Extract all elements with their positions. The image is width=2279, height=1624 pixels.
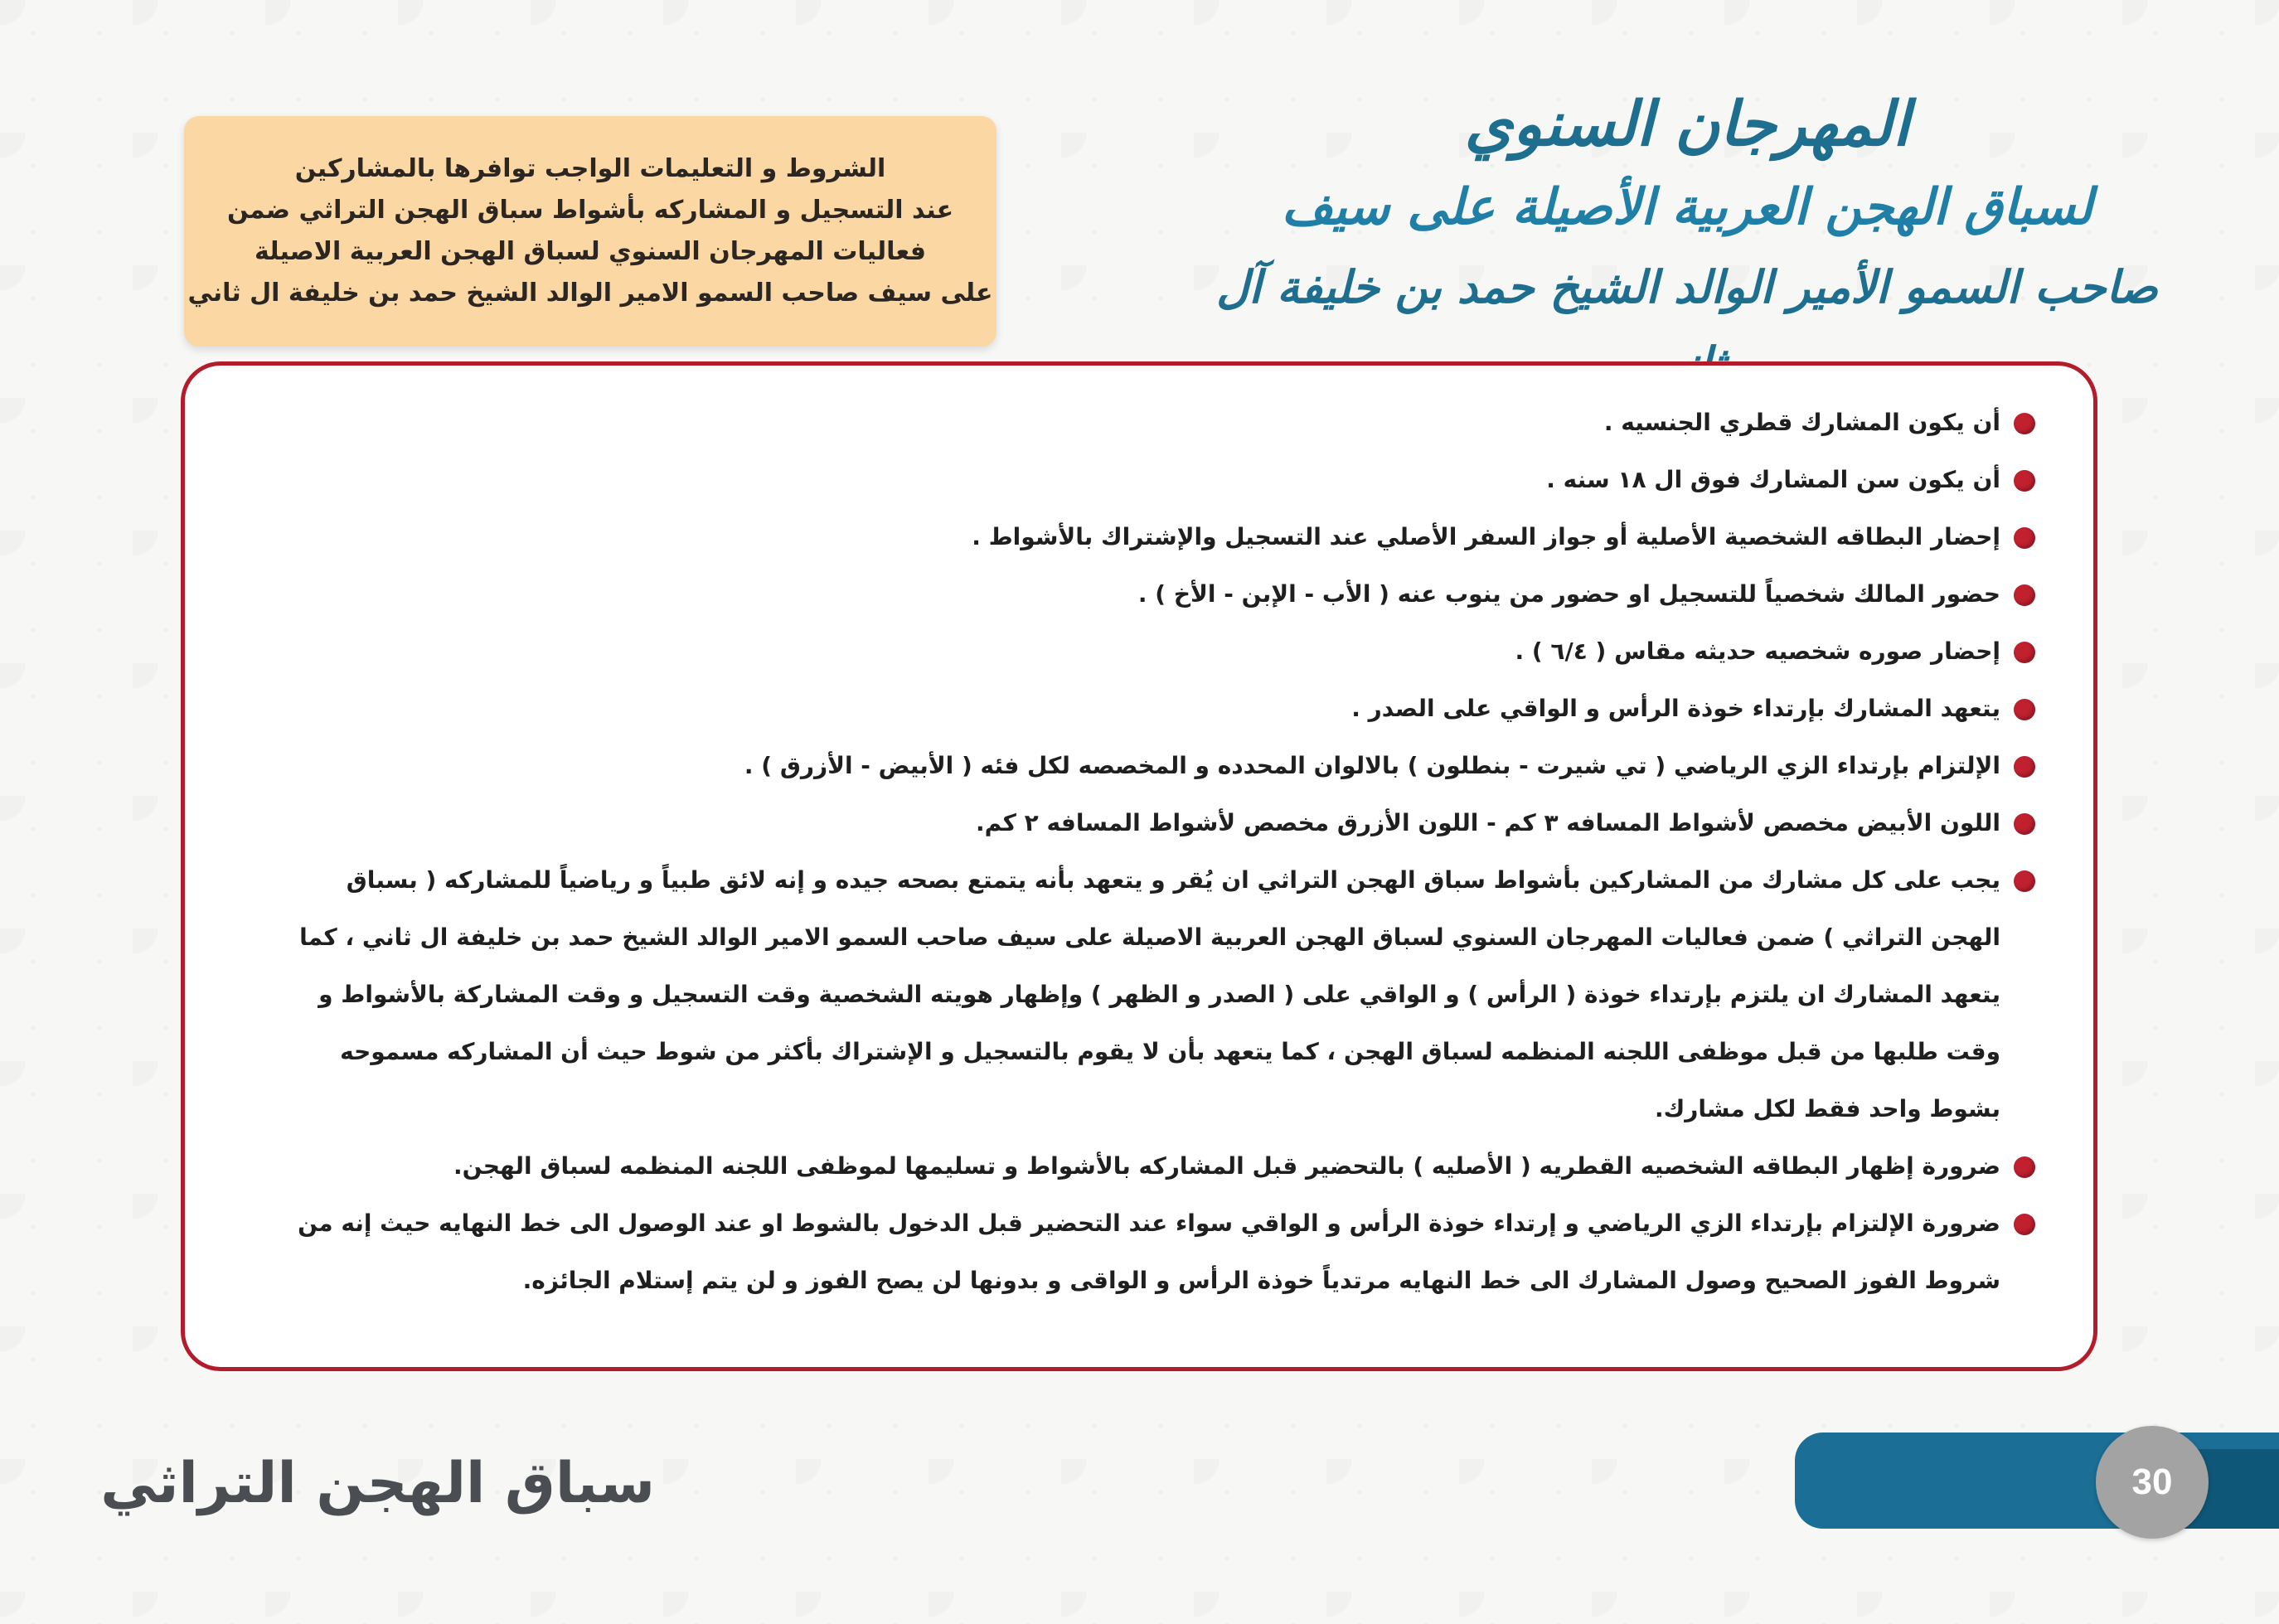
- festival-title-line: صاحب السمو الأمير الوالد الشيخ حمد بن خليفة آل: [1216, 260, 2158, 313]
- info-box-line: على سيف صاحب السمو الامير الوالد الشيخ حمد بن خليفة ال ثاني: [187, 279, 993, 308]
- rule-text: يجب على كل مشارك من المشاركين بأشواط سباق الهجن التراثي ان يُقر و يتعهد بأنه يتمتع بصحه جيده و إنه لائق طبياً و رياضياً للمشاركه ( بسباق الهجن التراثي ) ضمن فعاليات المهرجان السنوي لسباق الهجن العربية الاصيلة على سيف صاحب السمو الامير الوالد الشيخ حمد بن خليفة ال ثاني ، كما يتعهد المشارك ان يلتزم بإرتداء خوذة ( الرأس ) و الواقي على ( الصدر و الظهر ) وإظهار هويته الشخصية وقت التسجيل و وقت المشاركة بالأشواط و وقت طلبها من قبل موظفى اللجنه المنظمه لسباق الهجن ، كما يتعهد بأن لا يقوم بالتسجيل و الإشتراك بأكثر من شوط حيث أن المشاركه مسموحه بشوط واحد فقط لكل مشارك.: [299, 866, 2000, 1122]
- rule-item: [269, 851, 2035, 1137]
- bullet-icon: [2014, 584, 2035, 606]
- bullet-icon: [2014, 1214, 2035, 1235]
- festival-title: [1194, 83, 2180, 332]
- rule-item: [269, 565, 2035, 623]
- info-box-line: فعاليات المهرجان السنوي لسباق الهجن العربية الاصيلة: [255, 237, 926, 266]
- rule-item: [269, 794, 2035, 851]
- bullet-icon: [2014, 527, 2035, 549]
- bullet-icon: [2014, 470, 2035, 492]
- rule-text: حضور المالك شخصياً للتسجيل او حضور من ينوب عنه ( الأب - الإبن - الأخ ) .: [1137, 580, 2000, 608]
- rule-item: [269, 623, 2035, 680]
- bullet-icon: [2014, 642, 2035, 663]
- rule-item: [269, 394, 2035, 451]
- rule-item: [269, 1195, 2035, 1309]
- rule-text: الإلتزام بإرتداء الزي الرياضي ( تي شيرت - بنطلون ) بالالوان المحدده و المخصصه لكل فئه ( الأبيض - الأزرق ) .: [744, 752, 2000, 779]
- rule-text: أن يكون سن المشارك فوق ال ١٨ سنه .: [1546, 466, 2000, 493]
- rule-text: اللون الأبيض مخصص لأشواط المسافه ٣ كم - اللون الأزرق مخصص لأشواط المسافه ٢ كم.: [976, 809, 2000, 836]
- info-box-line: عند التسجيل و المشاركه بأشواط سباق الهجن التراثي ضمن: [226, 196, 954, 225]
- rules-list: [269, 394, 2035, 1309]
- rule-item: [269, 451, 2035, 508]
- brand-footer-title: سباق الهجن التراثي: [100, 1451, 655, 1516]
- rule-text: ضرورة إظهار البطاقه الشخصيه القطريه ( الأصليه ) بالتحضير قبل المشاركه بالأشواط و تسليمها لموظفى اللجنه المنظمه لسباق الهجن.: [453, 1152, 2000, 1180]
- conditions-info-box: [184, 116, 996, 347]
- festival-title-line: لسباق الهجن العربية الأصيلة على سيف: [1281, 178, 2093, 236]
- rule-item: [269, 680, 2035, 737]
- bullet-icon: [2014, 870, 2035, 892]
- rule-text: إحضار البطاقه الشخصية الأصلية أو جواز السفر الأصلي عند التسجيل والإشتراك بالأشواط .: [972, 523, 2000, 550]
- rule-text: أن يكون المشارك قطري الجنسيه .: [1603, 409, 2000, 436]
- rule-text: يتعهد المشارك بإرتداء خوذة الرأس و الواقي على الصدر .: [1351, 695, 2000, 722]
- page-number: 30: [2096, 1426, 2209, 1539]
- rule-text: إحضار صوره شخصيه حديثه مقاس ( ٦/٤ ) .: [1515, 637, 2000, 665]
- rule-item: [269, 508, 2035, 565]
- rule-item: [269, 737, 2035, 794]
- info-box-line: الشروط و التعليمات الواجب توافرها بالمشاركين: [294, 154, 886, 183]
- rule-item: [269, 1137, 2035, 1195]
- bullet-icon: [2014, 756, 2035, 778]
- bullet-icon: [2014, 1156, 2035, 1178]
- rule-text: ضرورة الإلتزام بإرتداء الزي الرياضي و إرتداء خوذة الرأس و الواقي سواء عند التحضير قبل الدخول بالشوط او عند الوصول الى خط النهايه حيث إنه من شروط الفوز الصحيح وصول المشارك الى خط النهايه مرتدياً خوذة الرأس و الواقى و بدونها لن يصح الفوز و لن يتم إستلام الجائزه.: [298, 1210, 2000, 1294]
- rules-panel: [181, 361, 2097, 1371]
- festival-title-line: المهرجان السنوي: [1464, 89, 1910, 160]
- bullet-icon: [2014, 813, 2035, 835]
- bullet-icon: [2014, 413, 2035, 434]
- bullet-icon: [2014, 699, 2035, 720]
